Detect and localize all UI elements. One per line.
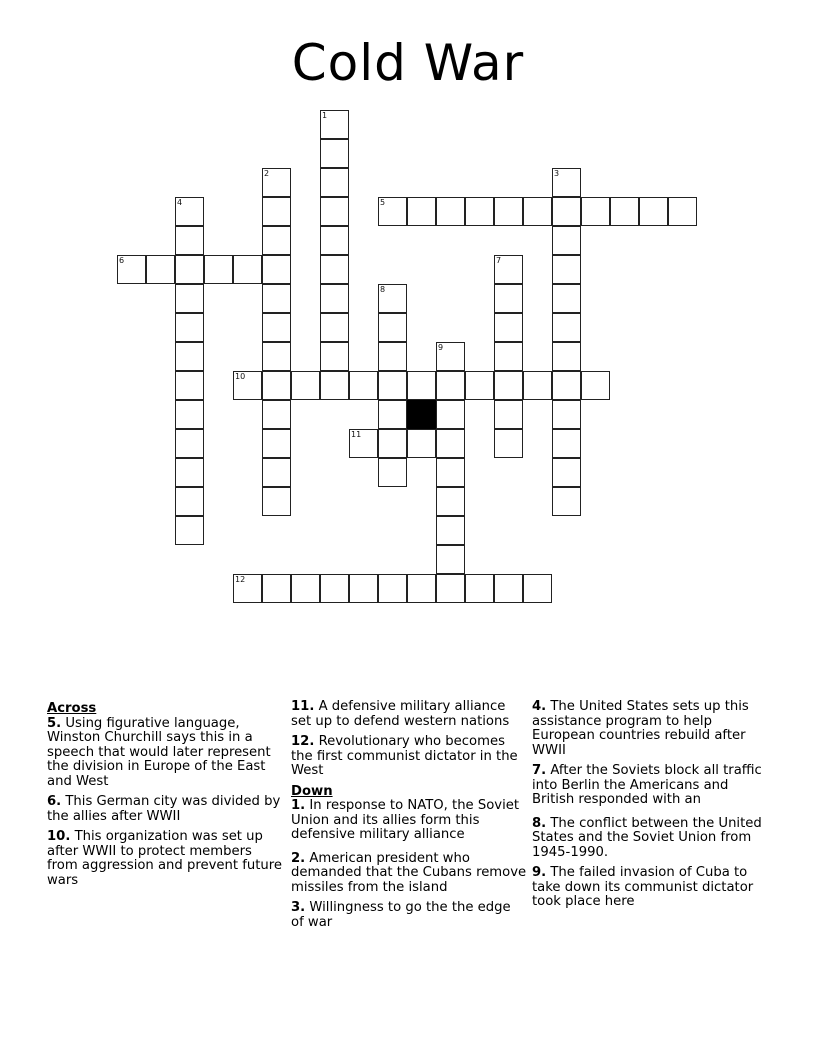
grid-cell[interactable] [262, 284, 291, 313]
grid-cell[interactable] [436, 197, 465, 226]
grid-cell[interactable] [320, 284, 349, 313]
grid-cell[interactable] [320, 168, 349, 197]
grid-cell[interactable] [523, 574, 552, 603]
clue-text: The United States sets up this assistance program to help European countries rebuild after WWII [532, 699, 749, 758]
grid-cell[interactable] [494, 400, 523, 429]
grid-cell[interactable] [436, 516, 465, 545]
clue-across-6 [47, 795, 283, 824]
grid-cell[interactable] [407, 429, 436, 458]
grid-cell[interactable] [320, 226, 349, 255]
clue-across-12 [291, 735, 527, 779]
grid-cell[interactable] [233, 255, 262, 284]
cell-number: 6 [119, 256, 125, 265]
grid-cell[interactable] [436, 487, 465, 516]
grid-cell[interactable] [465, 574, 494, 603]
clue-column-1 [47, 700, 283, 894]
clue-text: Revolutionary who becomes the first communist dictator in the West [291, 734, 518, 778]
grid-cell[interactable] [378, 342, 407, 371]
clue-number: 10. [47, 829, 71, 844]
grid-cell[interactable] [291, 371, 320, 400]
grid-cell[interactable] [378, 574, 407, 603]
grid-cell[interactable] [436, 429, 465, 458]
grid-cell[interactable] [175, 400, 204, 429]
grid-cell[interactable] [175, 197, 204, 226]
grid-cell[interactable] [465, 371, 494, 400]
grid-cell[interactable] [552, 371, 581, 400]
grid-cell[interactable] [175, 255, 204, 284]
grid-cell[interactable] [349, 574, 378, 603]
puzzle-title: Cold War [291, 34, 525, 92]
clue-number: 4. [532, 699, 547, 714]
cell-number: 4 [177, 198, 183, 207]
grid-cell[interactable] [494, 197, 523, 226]
grid-cell[interactable] [494, 429, 523, 458]
grid-cell[interactable] [378, 197, 407, 226]
grid-cell[interactable] [378, 458, 407, 487]
grid-cell[interactable] [552, 458, 581, 487]
grid-cell[interactable] [291, 574, 320, 603]
grid-cell[interactable] [349, 429, 378, 458]
clue-number: 11. [291, 699, 315, 714]
clue-number: 8. [532, 815, 547, 831]
cell-number: 8 [380, 285, 386, 294]
grid-cell[interactable] [146, 255, 175, 284]
clue-down-8 [532, 817, 772, 861]
grid-cell[interactable] [262, 226, 291, 255]
cell-number: 5 [380, 198, 386, 207]
grid-cell[interactable] [175, 429, 204, 458]
grid-cell[interactable] [494, 371, 523, 400]
clue-down-2 [291, 852, 527, 896]
clue-number: 9. [532, 865, 547, 880]
grid-cell[interactable] [552, 400, 581, 429]
grid-cell[interactable] [262, 255, 291, 284]
across-header: Across [47, 701, 97, 716]
grid-cell[interactable] [552, 313, 581, 342]
grid-cell[interactable] [349, 371, 378, 400]
grid-cell[interactable] [436, 400, 465, 429]
grid-cell[interactable] [552, 429, 581, 458]
clue-column-3 [532, 700, 772, 916]
clue-text: Using figurative language, Winston Churchill says this in a speech that would later represent the division in Europe of the East and West [47, 715, 271, 789]
grid-cell[interactable] [233, 371, 262, 400]
grid-cell[interactable] [407, 574, 436, 603]
grid-cell[interactable] [262, 168, 291, 197]
grid-cell[interactable] [175, 371, 204, 400]
grid-cell[interactable] [465, 197, 494, 226]
clue-number: 2. [291, 850, 306, 866]
clue-number: 1. [291, 798, 306, 813]
grid-cell[interactable] [262, 313, 291, 342]
grid-cell[interactable] [175, 342, 204, 371]
grid-cell[interactable] [233, 574, 262, 603]
cell-number: 2 [264, 169, 270, 178]
cell-number: 11 [351, 430, 362, 439]
grid-cell[interactable] [668, 197, 697, 226]
clue-across-10 [47, 830, 283, 888]
grid-cell[interactable] [494, 574, 523, 603]
clue-across-5 [47, 717, 283, 790]
cell-number: 12 [235, 575, 246, 584]
clue-number: 3. [291, 900, 306, 915]
grid-cell[interactable] [436, 574, 465, 603]
grid-cell[interactable] [407, 371, 436, 400]
grid-cell[interactable] [320, 139, 349, 168]
clue-text: Willingness to go the the edge of war [291, 900, 511, 930]
grid-cell[interactable] [262, 342, 291, 371]
grid-cell[interactable] [320, 110, 349, 139]
grid-cell[interactable] [639, 197, 668, 226]
grid-cell[interactable] [436, 342, 465, 371]
grid-cell[interactable] [494, 342, 523, 371]
grid-cell[interactable] [552, 342, 581, 371]
clue-down-4 [532, 700, 772, 758]
clue-text: The conflict between the United States and the Soviet Union from 1945-1990. [532, 815, 762, 860]
grid-cell[interactable] [262, 487, 291, 516]
grid-cell[interactable] [552, 226, 581, 255]
grid-cell[interactable] [262, 458, 291, 487]
cell-number: 9 [438, 343, 444, 352]
grid-cell[interactable] [175, 458, 204, 487]
clue-number: 12. [291, 734, 315, 749]
grid-cell[interactable] [610, 197, 639, 226]
cell-number: 1 [322, 111, 328, 120]
cell-number: 7 [496, 256, 502, 265]
grid-cell[interactable] [175, 516, 204, 545]
grid-cell[interactable] [494, 313, 523, 342]
grid-cell[interactable] [581, 371, 610, 400]
grid-cell[interactable] [552, 487, 581, 516]
clue-text: This German city was divided by the allies after WWII [47, 794, 281, 824]
grid-cell[interactable] [552, 197, 581, 226]
grid-cell[interactable] [494, 255, 523, 284]
grid-cell[interactable] [407, 197, 436, 226]
grid-cell[interactable] [262, 429, 291, 458]
grid-cell[interactable] [436, 458, 465, 487]
clue-number: 6. [47, 794, 62, 809]
grid-cell[interactable] [204, 255, 233, 284]
grid-cell[interactable] [262, 197, 291, 226]
grid-cell[interactable] [320, 313, 349, 342]
grid-cell[interactable] [552, 168, 581, 197]
grid-cell[interactable] [320, 371, 349, 400]
clue-across-11 [291, 700, 527, 729]
grid-cell[interactable] [378, 371, 407, 400]
clue-down-1 [291, 799, 527, 843]
grid-cell[interactable] [175, 313, 204, 342]
grid-cell[interactable] [262, 371, 291, 400]
grid-cell[interactable] [552, 284, 581, 313]
grid-cell[interactable] [262, 574, 291, 603]
grid-cell[interactable] [378, 400, 407, 429]
black-cell [407, 400, 436, 429]
grid-cell[interactable] [494, 284, 523, 313]
clue-text: This organization was set up after WWII to protect members from aggression and prevent future wars [47, 829, 283, 888]
grid-cell[interactable] [378, 313, 407, 342]
clue-text: American president who demanded that the Cubans remove missiles from the island [291, 850, 527, 895]
clue-text: A defensive military alliance set up to defend western nations [291, 699, 510, 729]
grid-cell[interactable] [320, 255, 349, 284]
grid-cell[interactable] [523, 197, 552, 226]
grid-cell[interactable] [320, 574, 349, 603]
grid-cell[interactable] [175, 487, 204, 516]
cell-number: 3 [554, 169, 560, 178]
clue-text: After the Soviets block all traffic into Berlin the Americans and British responded with an [532, 763, 762, 807]
clue-column-2 [291, 700, 527, 936]
grid-cell[interactable] [378, 284, 407, 313]
grid-cell[interactable] [523, 371, 552, 400]
grid-cell[interactable] [378, 429, 407, 458]
grid-cell[interactable] [175, 226, 204, 255]
clue-number: 5. [47, 715, 62, 731]
grid-cell[interactable] [552, 255, 581, 284]
grid-cell[interactable] [436, 545, 465, 574]
clue-down-9 [532, 866, 772, 910]
down-header: Down [291, 783, 333, 799]
grid-cell[interactable] [581, 197, 610, 226]
grid-cell[interactable] [117, 255, 146, 284]
clue-text: The failed invasion of Cuba to take down its communist dictator took place here [532, 865, 754, 909]
grid-cell[interactable] [320, 197, 349, 226]
clue-down-3 [291, 901, 527, 930]
cell-number: 10 [235, 372, 246, 381]
clue-text: In response to NATO, the Soviet Union and its allies form this defensive military alliance [291, 798, 520, 842]
clue-number: 7. [532, 763, 547, 778]
grid-cell[interactable] [175, 284, 204, 313]
clue-down-7 [532, 764, 772, 808]
grid-cell[interactable] [436, 371, 465, 400]
grid-cell[interactable] [262, 400, 291, 429]
grid-cell[interactable] [320, 342, 349, 371]
